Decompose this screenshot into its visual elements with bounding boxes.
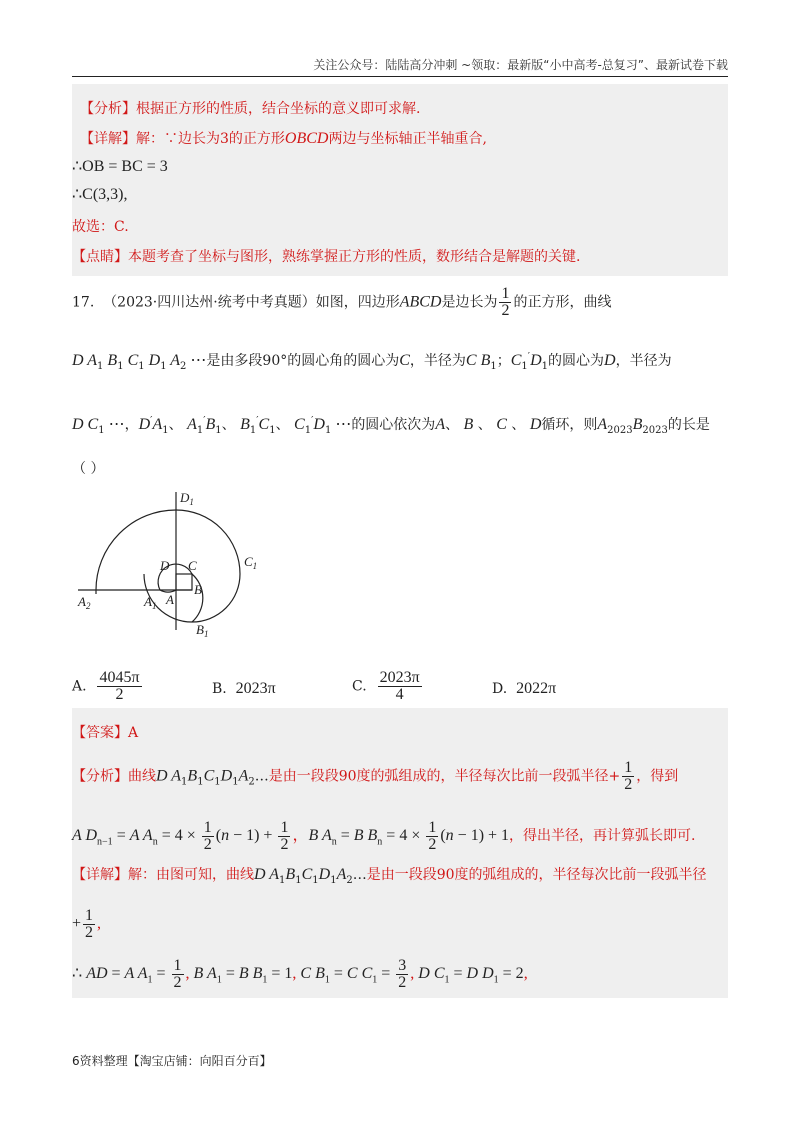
answer-options [72, 668, 728, 708]
option-a[interactable]: A. $\frac{4045\pi}{2}$ [72, 669, 140, 703]
detail-line-2: + $\frac{1}{2}$ , [72, 907, 102, 941]
svg-text:D1: $D_1$ [180, 490, 194, 507]
footer-text: 资料整理【淘宝店铺：向阳百分百】 [79, 1054, 272, 1068]
analysis-line-2: A $D_{n-1} = A$ $A_n = 4$ × $\frac{1}{2}$ (n − 1) + $\frac{1}{2}$ ，B $A_n = B$ $B_n = 4$ × $\frac{1}{2}$ (n − 1) + 1，得出半径，再计算弧长即可. [72, 819, 696, 853]
question-line-1: 17. （2023·四川达州·统考中考真题）如图，四边形ABCD是边长为 $\frac{1}{2}$ 的正方形，曲线 [72, 285, 612, 319]
spiral-figure [68, 482, 288, 642]
detail-line-3: ∴ AD = A $A_1$ = $\frac{1}{2}$ , B $A_1 = B$ $B_1 = 1$, C $B_1 = C$ $C_1$ = $\frac{3}{2}$ , D $C_1 = D$ $D_1 = 2$, [72, 957, 528, 991]
prev-choice: 故选：C. [72, 219, 129, 235]
label-d: D [160, 558, 170, 573]
page-header: 关注公众号：陆陆高分冲刺 ~领取：最新版“小中高考-总复习”、最新试卷下载 [313, 58, 728, 72]
arc-outer [96, 510, 240, 590]
svg-text:A1: $A_1$ [144, 594, 157, 611]
svg-text:C1: $C_1$ [244, 554, 258, 571]
detail-line-1: 【详解】解：由图可知，曲线D $A_1B_1C_1D_1A_2\dots$是由一段段90度的弧组成的，半径每次比前一段弧半径 [72, 866, 707, 886]
option-d[interactable]: D. 2022π [492, 680, 557, 697]
square-abcd [176, 574, 192, 590]
question-paren: （ ） [72, 461, 105, 477]
prev-eq1: ∴OB = BC = 3 [72, 158, 168, 175]
page-number: 6 [72, 1054, 80, 1068]
label-d1: D [180, 490, 190, 505]
analysis-line-1: 【分析】曲线D $A_1B_1C_1D_1A_2\dots$是由一段段90度的弧组成的，半径每次比前一段弧半径+ $\frac{1}{2}$ ，得到 [72, 759, 679, 793]
option-c[interactable]: C. $\frac{2023\pi}{4}$ [352, 669, 420, 703]
label-a1: A [144, 594, 152, 609]
label-a2: A [78, 594, 86, 609]
label-a: A [166, 592, 174, 607]
label-b1: B [196, 622, 204, 637]
prev-comment-line: 【点睛】本题考查了坐标与图形，熟练掌握正方形的性质，数形结合是解题的关键. [72, 249, 581, 265]
prev-eq2: ∴C(3,3), [72, 186, 128, 203]
answer-line: 【答案】A [72, 725, 139, 741]
question-line-3: D $C_1$ ⋯，$D'A_1$、 $A_1'B_1$、 $B_1'C_1$、 $C_1'D_1$ ⋯的圆心依次为A、 B 、 C 、 D循环，则$A_{2023}B_{2023}$的长是 [72, 415, 710, 436]
header-rule [72, 76, 728, 77]
svg-text:B1: $B_1$ [196, 622, 209, 639]
prev-analysis-line: 【分析】根据正方形的性质，结合坐标的意义即可求解. [80, 101, 421, 117]
page-footer [72, 1052, 272, 1069]
option-b[interactable]: B. 2023π [212, 680, 276, 697]
solution-box [72, 708, 728, 998]
svg-text:A2: $A_2$ [78, 594, 91, 611]
label-c: C [188, 558, 197, 573]
label-c1: C [244, 554, 253, 569]
label-b: B [194, 582, 202, 597]
question-line-2: D $A_1$ $B_1$ $C_1$ $D_1$ $A_2$ ⋯是由多段90°的圆心角的圆心为C，半径为C $B_1$；$C_1'D_1$的圆心为D，半径为 [72, 351, 672, 372]
prev-detail-line: 【详解】解：∵边长为3的正方形OBCD两边与坐标轴正半轴重合, [80, 130, 487, 147]
